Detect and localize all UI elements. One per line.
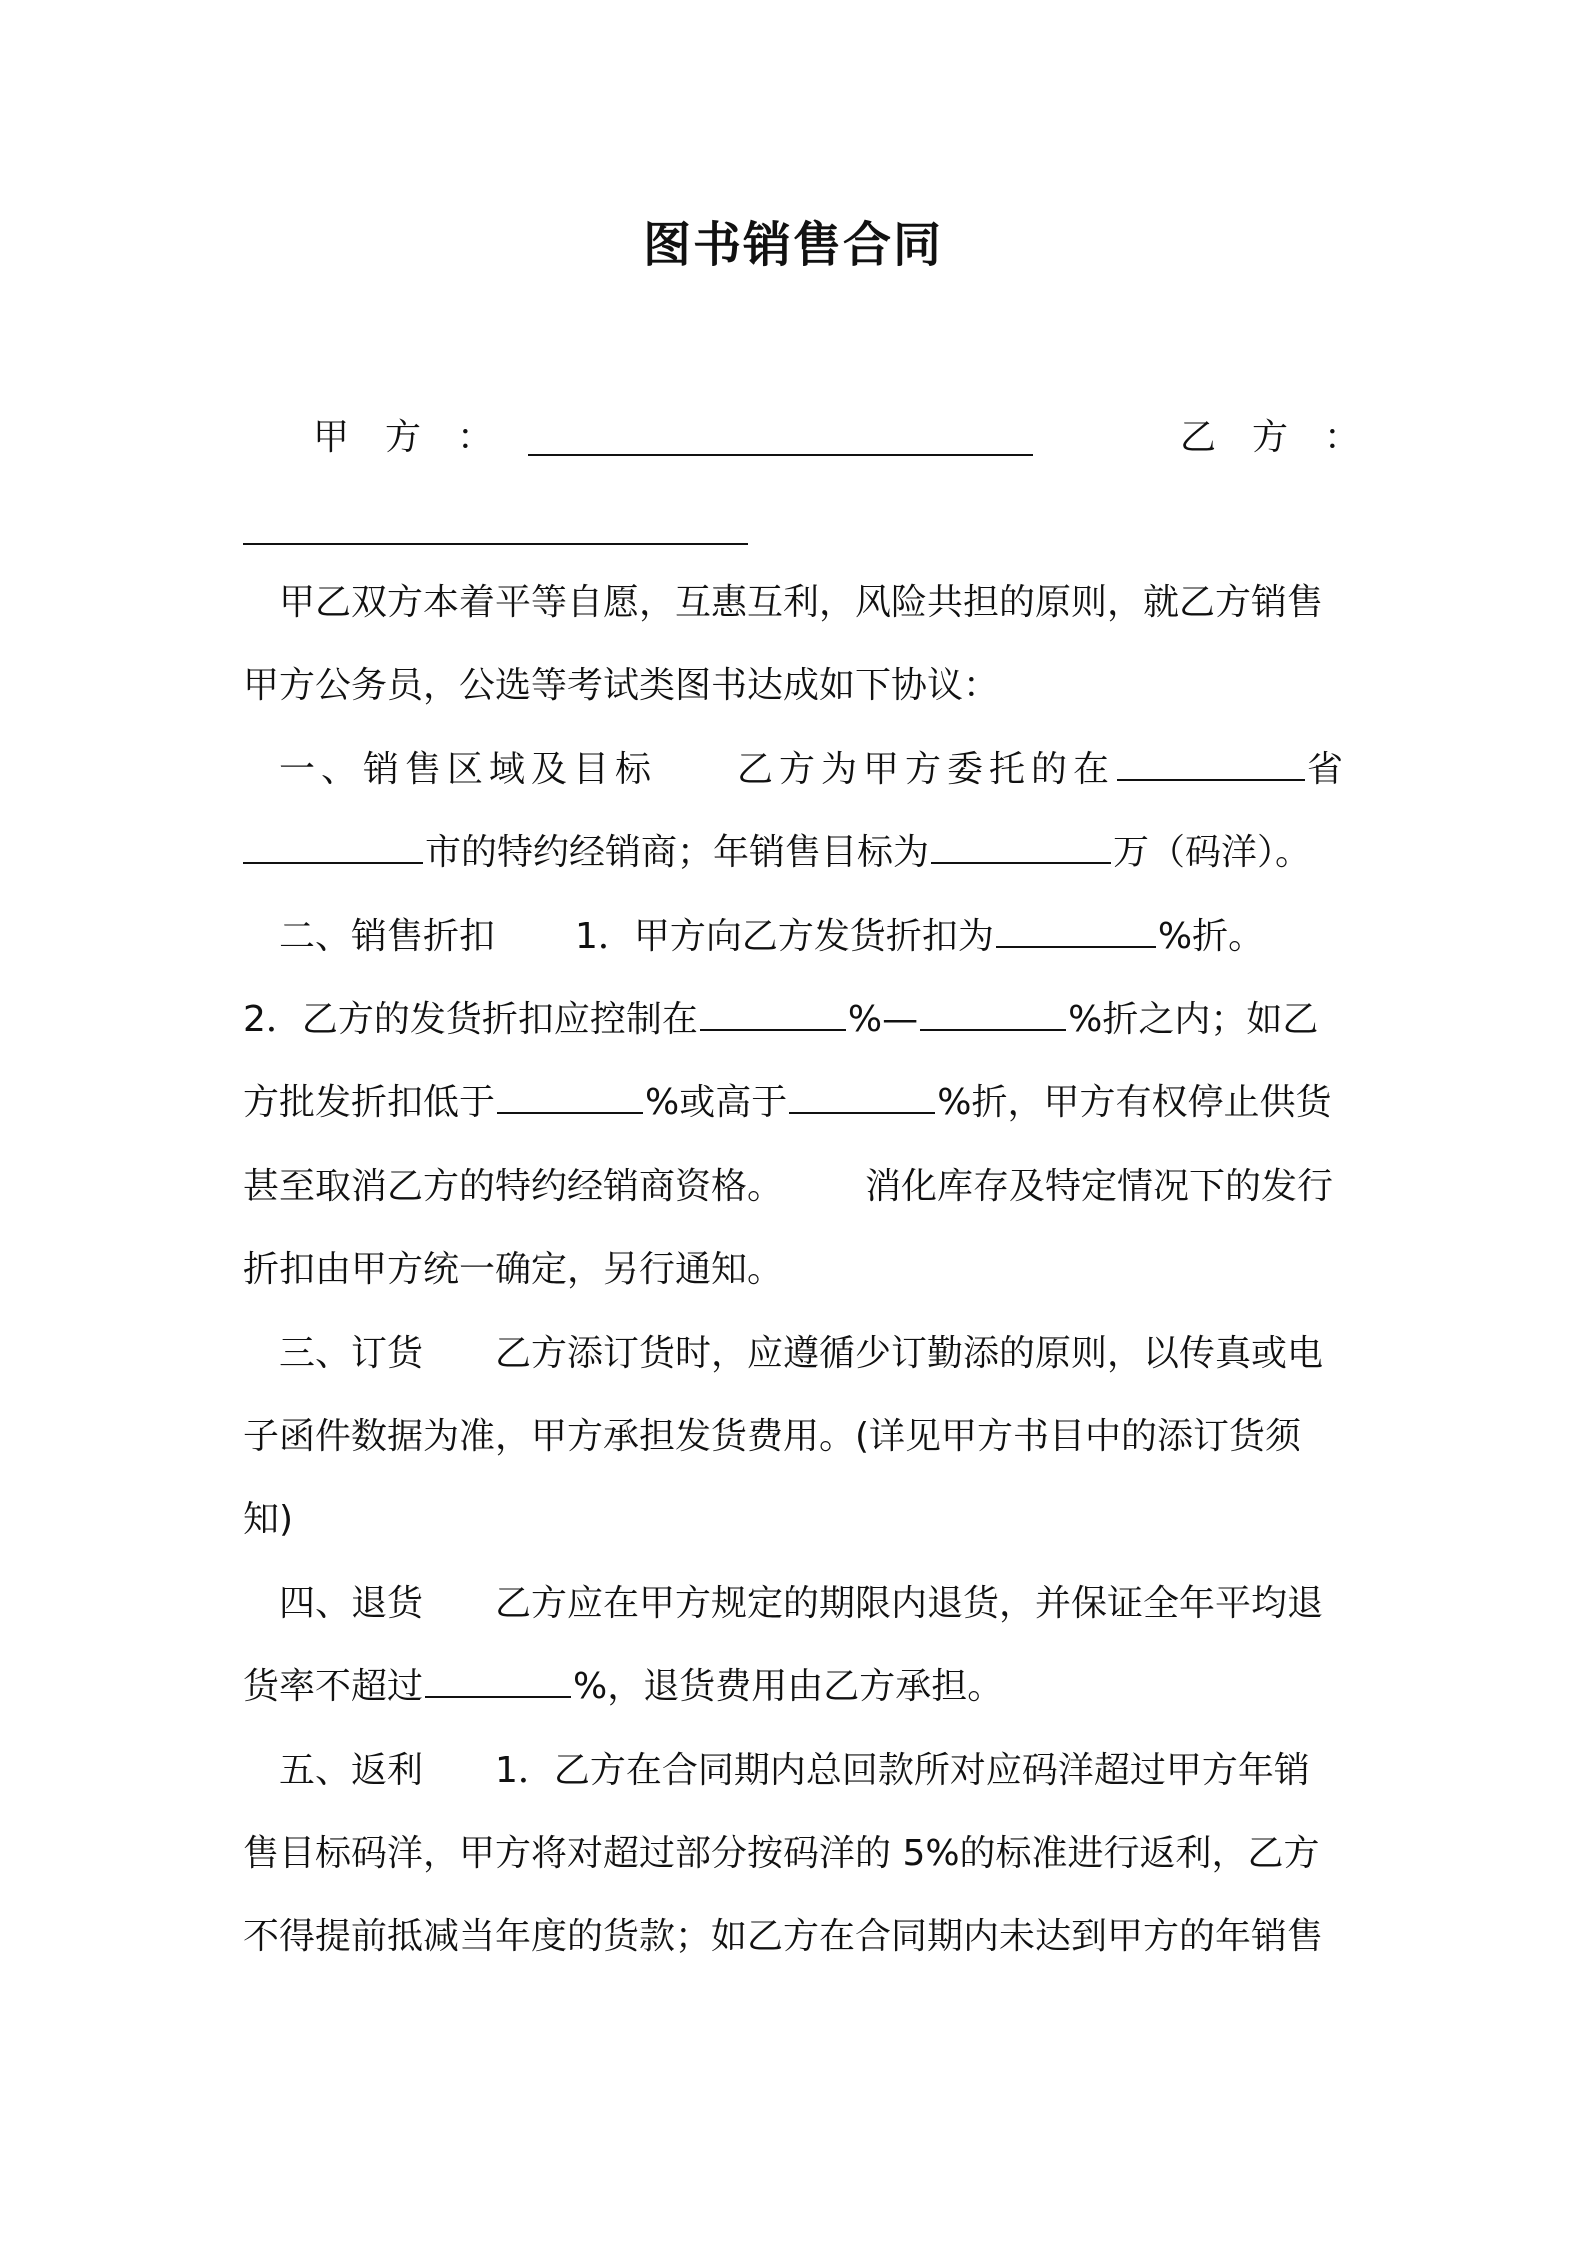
section-2-heading: 二、销售折扣 xyxy=(279,916,496,957)
sales-target-blank xyxy=(931,832,1111,864)
section-4-text-1: 乙方应在甲方规定的期限内退货，并保证全年平均退 xyxy=(495,1583,1324,1624)
section-2-text-3: 2．乙方的发货折扣应控制在 xyxy=(243,999,698,1040)
city-blank xyxy=(243,832,423,864)
preamble-line-1: 甲乙双方本着平等自愿，互惠互利，风险共担的原则，就乙方销售 xyxy=(279,582,1324,623)
party-a-label: 甲 方 ： xyxy=(313,417,494,458)
preamble-line-2: 甲方公务员，公选等考试类图书达成如下协议： xyxy=(243,665,1000,706)
section-2-text-1: 1．甲方向乙方发货折扣为 xyxy=(575,916,994,957)
section-5-line-3: 不得提前抵减当年度的货款；如乙方在合同期内未达到甲方的年销售 xyxy=(243,1916,1324,1957)
discount-min-blank xyxy=(700,999,846,1031)
section-5-text-1: 1．乙方在合同期内总回款所对应码洋超过甲方年销 xyxy=(495,1750,1310,1791)
section-2-line-2 xyxy=(243,990,1353,1050)
section-3-line-1 xyxy=(243,1324,1389,1384)
section-3-text-1: 乙方添订货时，应遵循少订勤添的原则，以传真或电 xyxy=(495,1333,1324,1374)
section-4-heading: 四、退货 xyxy=(279,1583,424,1624)
section-3-line-2: 子函件数据为准，甲方承担发货费用。(详见甲方书目中的添订货须 xyxy=(243,1416,1302,1457)
section-2-line-5: 折扣由甲方统一确定，另行通知。 xyxy=(243,1249,784,1290)
section-1-heading: 一、销售区域及目标 xyxy=(279,749,658,790)
section-2-text-2: %折。 xyxy=(1157,916,1265,957)
section-5-heading: 五、返利 xyxy=(279,1750,424,1791)
section-2-text-6: 方批发折扣低于 xyxy=(243,1082,496,1123)
section-2-text-5: %折之内；如乙 xyxy=(1068,999,1319,1040)
shipping-discount-blank xyxy=(996,916,1156,948)
document-title: 图书销售合同 xyxy=(642,217,943,273)
section-2-line-3 xyxy=(243,1073,1353,1133)
section-1-text-2: 省 xyxy=(1307,749,1350,790)
section-1-text-3: 市的特约经销商；年销售目标为 xyxy=(425,832,930,873)
section-4-line-1 xyxy=(243,1574,1389,1634)
discount-max-blank xyxy=(920,999,1066,1031)
section-4-text-3: %，退货费用由乙方承担。 xyxy=(573,1666,1004,1707)
section-5-line-1 xyxy=(243,1741,1389,1801)
section-1-text-4: 万（码洋）。 xyxy=(1113,832,1312,873)
wholesale-low-blank xyxy=(497,1082,643,1114)
province-blank xyxy=(1117,749,1305,781)
section-1-text-1: 乙方为甲方委托的在 xyxy=(737,749,1116,790)
section-4-text-2: 货率不超过 xyxy=(243,1666,424,1707)
section-2-text-7: %或高于 xyxy=(645,1082,788,1123)
party-b-label: 乙 方 ： xyxy=(1180,417,1361,458)
section-3-heading: 三、订货 xyxy=(279,1333,424,1374)
section-2-text-9: 甚至取消乙方的特约经销商资格。 xyxy=(243,1166,784,1207)
section-2-text-4: %— xyxy=(847,999,919,1040)
section-4-line-2 xyxy=(243,1657,1353,1717)
section-5-line-2: 售目标码洋，甲方将对超过部分按码洋的 5%的标准进行返利，乙方 xyxy=(243,1833,1320,1874)
section-2-text-8: %折，甲方有权停止供货 xyxy=(937,1082,1332,1123)
party-a-blank xyxy=(528,424,1033,456)
wholesale-high-blank xyxy=(789,1082,935,1114)
section-3-line-3: 知) xyxy=(243,1499,294,1540)
return-rate-blank xyxy=(425,1666,571,1698)
section-2-line-4 xyxy=(243,1157,1353,1217)
section-1-line-1 xyxy=(243,740,1389,800)
party-b-blank xyxy=(243,513,748,545)
section-1-line-2 xyxy=(243,823,1353,883)
section-2-text-10: 消化库存及特定情况下的发行 xyxy=(865,1166,1334,1207)
section-2-line-1 xyxy=(243,907,1389,967)
